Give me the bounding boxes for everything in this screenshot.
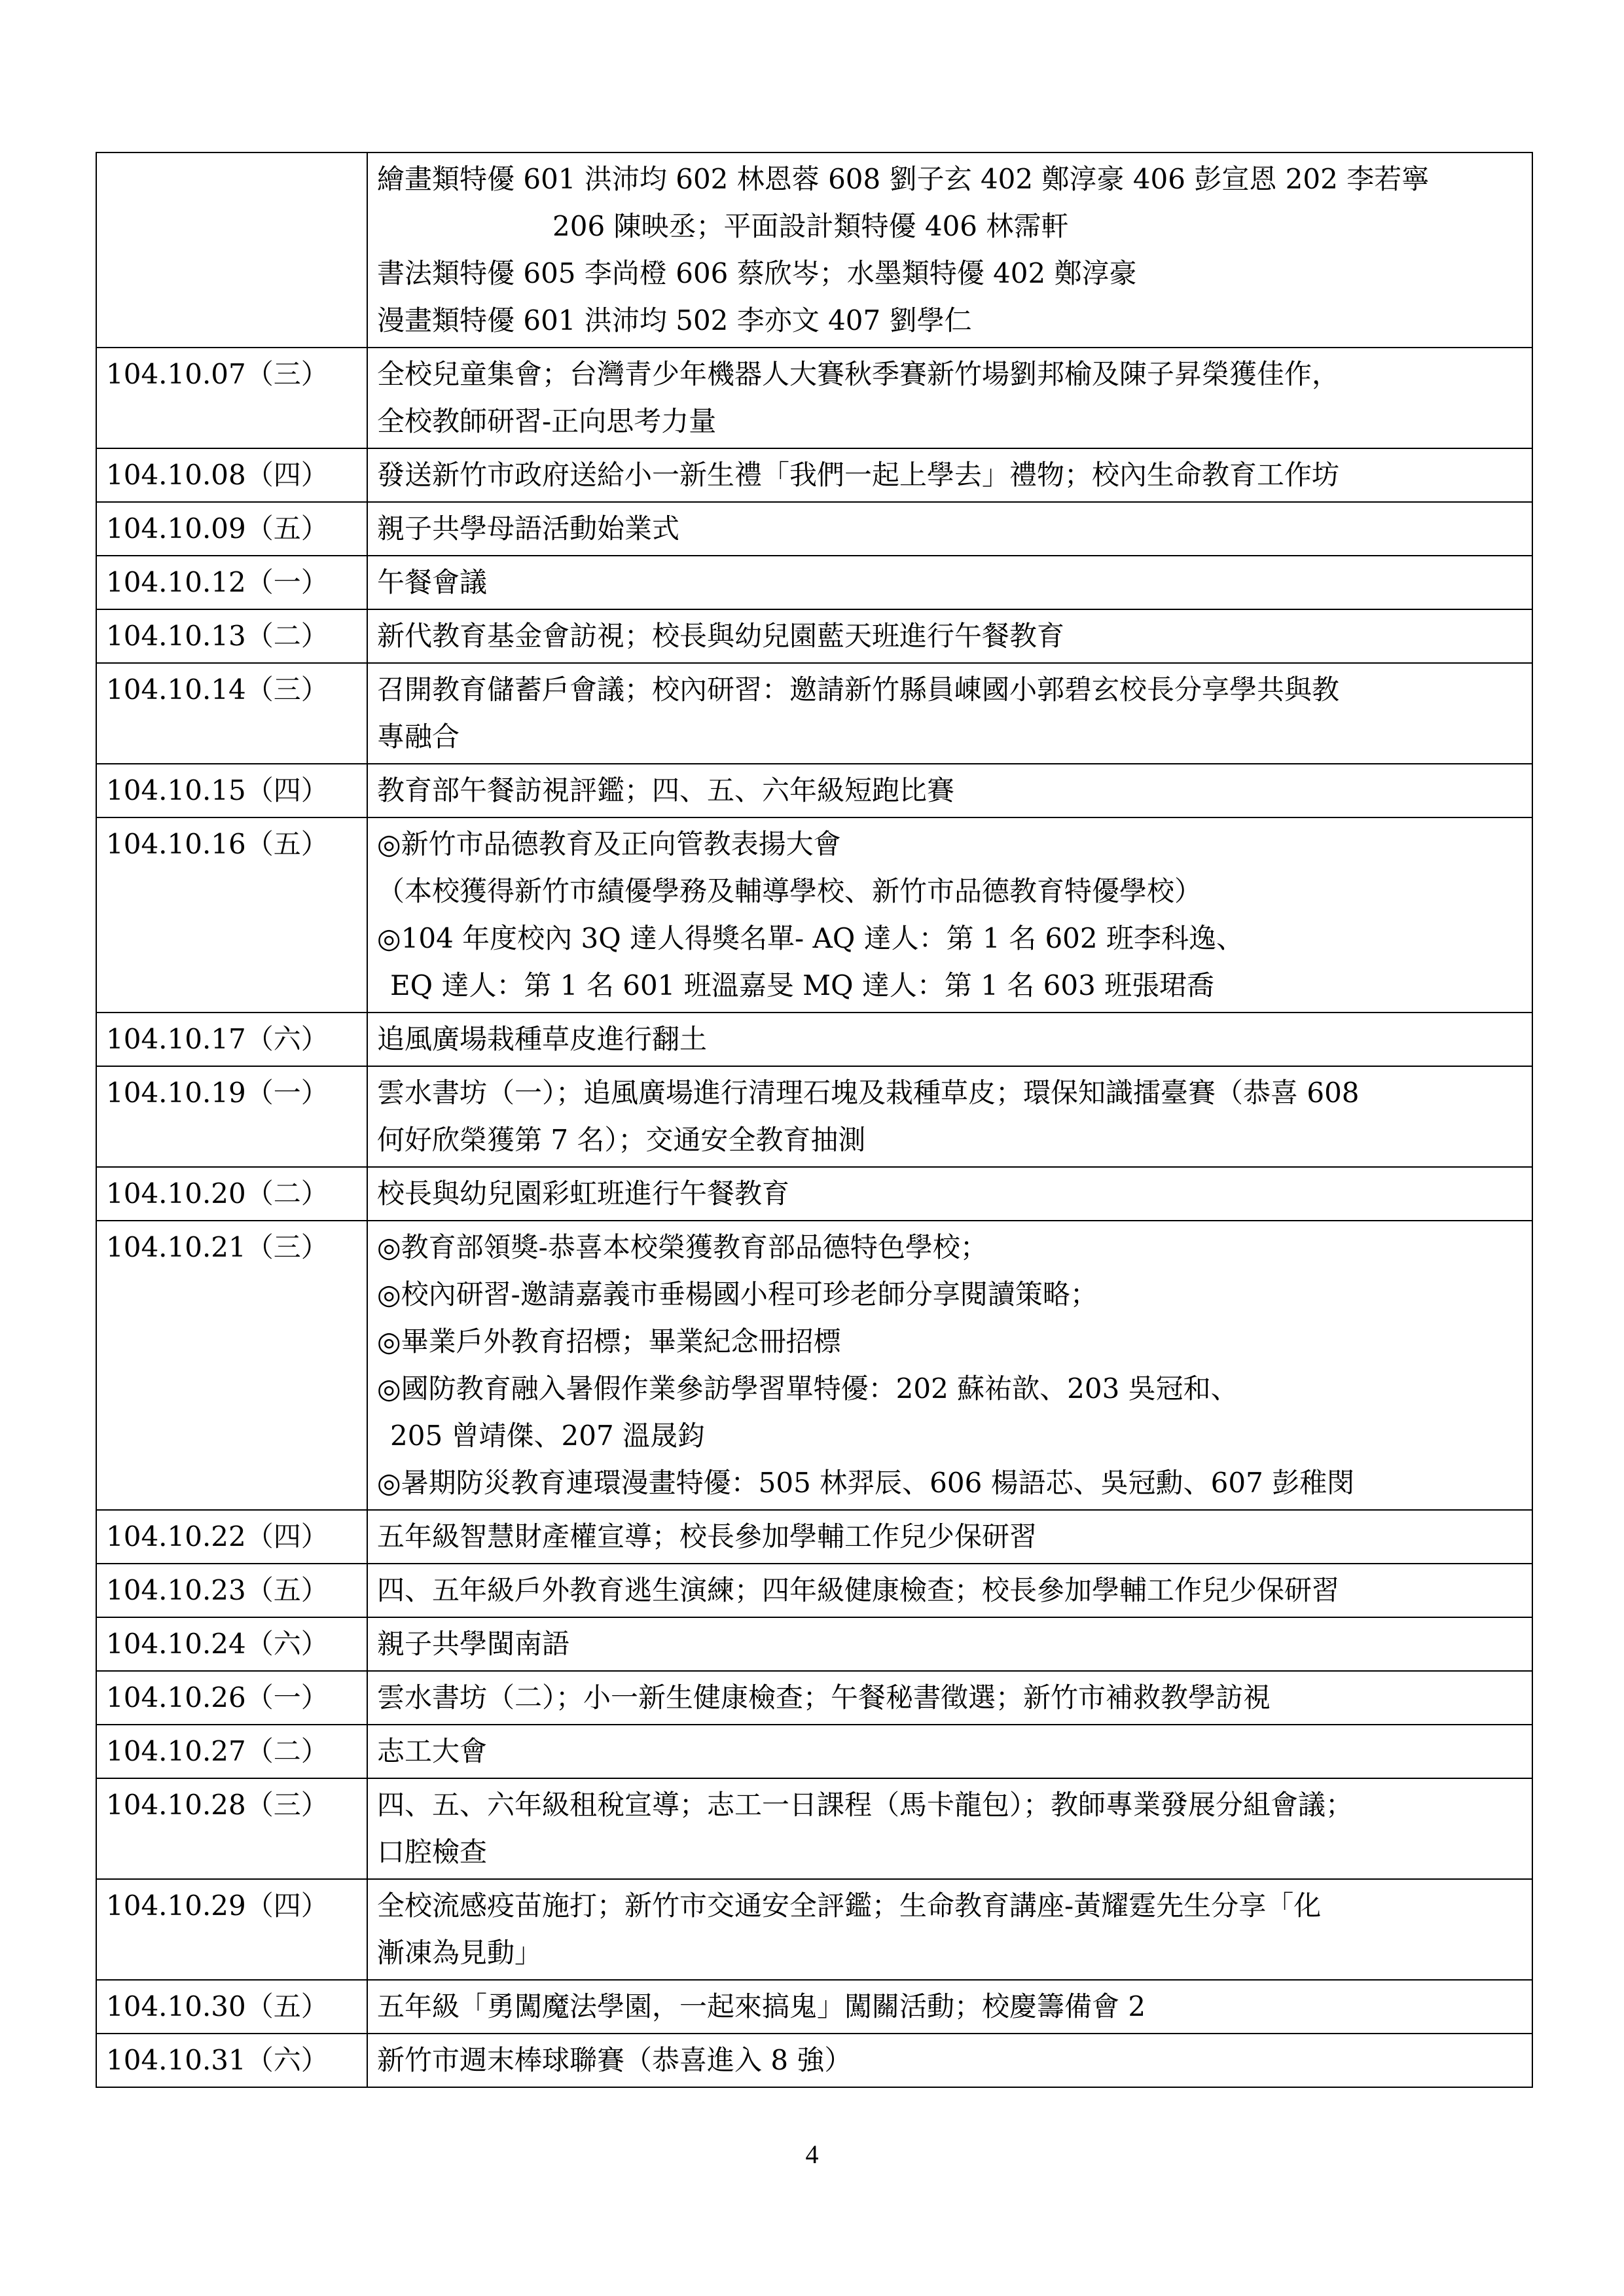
event-cell xyxy=(367,1778,1532,1879)
event-line: 午餐會議 xyxy=(377,566,488,598)
table-row xyxy=(96,556,1532,609)
event-line: 四、五、六年級租稅宣導；志工一日課程（馬卡龍包）；教師專業發展分組會議； xyxy=(377,1789,1354,1821)
event-line: 親子共學閩南語 xyxy=(377,1628,570,1660)
date-cell: 104.10.28（三） xyxy=(96,1778,367,1879)
event-line: EQ 達人：第 1 名 601 班溫嘉旻 MQ 達人：第 1 名 603 班張珺喬 xyxy=(390,969,1215,1001)
event-line: 五年級智慧財產權宣導；校長參加學輔工作兒少保研習 xyxy=(377,1520,1038,1552)
date-cell: 104.10.22（四） xyxy=(96,1510,367,1564)
table-row xyxy=(96,2034,1532,2087)
event-line: 校長與幼兒園彩虹班進行午餐教育 xyxy=(377,1177,790,1210)
event-line: 新竹市週末棒球聯賽（恭喜進入 8 強） xyxy=(377,2044,852,2076)
event-line: ◎教育部領獎-恭喜本校榮獲教育部品德特色學校； xyxy=(377,1231,988,1263)
event-line: （本校獲得新竹市績優學務及輔導學校、新竹市品德教育特優學校） xyxy=(377,875,1202,907)
event-cell xyxy=(367,1564,1532,1617)
date-cell: 104.10.24（六） xyxy=(96,1617,367,1671)
event-line: 全校流感疫苗施打；新竹市交通安全評鑑；生命教育講座-黃耀霆先生分享「化 xyxy=(377,1890,1322,1922)
table-row xyxy=(96,1617,1532,1671)
date-cell: 104.10.23（五） xyxy=(96,1564,367,1617)
event-cell xyxy=(367,1980,1532,2034)
date-cell: 104.10.26（一） xyxy=(96,1671,367,1725)
event-line: 205 曾靖傑、207 溫晟鈞 xyxy=(390,1420,706,1452)
event-line: ◎國防教育融入暑假作業參訪學習單特優：202 蘇祐歆、203 吳冠和、 xyxy=(377,1372,1238,1405)
event-line: ◎暑期防災教育連環漫畫特優：505 林羿辰、606 楊語芯、吳冠勳、607 彭稚閔 xyxy=(377,1467,1355,1499)
event-line: 五年級「勇闖魔法學園，一起來搞鬼」闖關活動；校慶籌備會 2 xyxy=(377,1990,1146,2022)
event-line: 全校教師研習-正向思考力量 xyxy=(377,405,717,437)
event-line: 繪畫類特優 601 洪沛均 602 林恩蓉 608 劉子玄 402 鄭淳豪 406 彭宣恩 202 李若寧 xyxy=(377,163,1430,195)
table-row xyxy=(96,1879,1532,1980)
event-line: 志工大會 xyxy=(377,1735,488,1767)
event-cell xyxy=(367,663,1532,764)
date-cell: 104.10.09（五） xyxy=(96,502,367,556)
date-cell: 104.10.21（三） xyxy=(96,1221,367,1510)
event-cell xyxy=(367,1510,1532,1564)
event-line: 新代教育基金會訪視；校長與幼兒園藍天班進行午餐教育 xyxy=(377,620,1065,652)
table-row xyxy=(96,152,1532,348)
event-cell xyxy=(367,1879,1532,1980)
table-row xyxy=(96,1778,1532,1879)
event-line: 何好欣榮獲第 7 名）；交通安全教育抽測 xyxy=(377,1124,866,1156)
event-cell xyxy=(367,609,1532,663)
table-row xyxy=(96,448,1532,502)
event-line: 漸凍為見動」 xyxy=(377,1937,543,1969)
event-cell xyxy=(367,1617,1532,1671)
table-row xyxy=(96,502,1532,556)
table-row xyxy=(96,1725,1532,1778)
event-line: 發送新竹市政府送給小一新生禮「我們一起上學去」禮物；校內生命教育工作坊 xyxy=(377,459,1340,491)
date-cell: 104.10.14（三） xyxy=(96,663,367,764)
date-cell: 104.10.08（四） xyxy=(96,448,367,502)
event-line: ◎畢業戶外教育招標；畢業紀念冊招標 xyxy=(377,1325,841,1357)
event-line: 雲水書坊（一）；追風廣場進行清理石塊及栽種草皮；環保知識擂臺賽（恭喜 608 xyxy=(377,1077,1360,1109)
event-cell xyxy=(367,1013,1532,1066)
event-line: 漫畫類特優 601 洪沛均 502 李亦文 407 劉學仁 xyxy=(377,304,972,336)
event-cell xyxy=(367,348,1532,448)
event-line: 全校兒童集會；台灣青少年機器人大賽秋季賽新竹場劉邦榆及陳子昇榮獲佳作， xyxy=(377,358,1340,390)
table-row xyxy=(96,1221,1532,1510)
event-cell xyxy=(367,817,1532,1013)
date-cell: 104.10.19（一） xyxy=(96,1066,367,1167)
page-number: 4 xyxy=(805,2140,819,2169)
table-row xyxy=(96,663,1532,764)
table-row xyxy=(96,817,1532,1013)
event-line: 專融合 xyxy=(377,721,460,753)
event-line: 召開教育儲蓄戶會議；校內研習：邀請新竹縣員崠國小郭碧玄校長分享學共與教 xyxy=(377,673,1340,706)
event-line: 書法類特優 605 李尚橙 606 蔡欣岑；水墨類特優 402 鄭淳豪 xyxy=(377,257,1137,289)
event-cell xyxy=(367,556,1532,609)
event-cell xyxy=(367,764,1532,817)
date-cell: 104.10.12（一） xyxy=(96,556,367,609)
date-cell: 104.10.30（五） xyxy=(96,1980,367,2034)
table-row xyxy=(96,348,1532,448)
event-cell xyxy=(367,2034,1532,2087)
event-cell xyxy=(367,1725,1532,1778)
event-line: 教育部午餐訪視評鑑；四、五、六年級短跑比賽 xyxy=(377,774,955,806)
date-cell: 104.10.07（三） xyxy=(96,348,367,448)
table-row xyxy=(96,1066,1532,1167)
date-cell: 104.10.13（二） xyxy=(96,609,367,663)
schedule-table-body xyxy=(96,152,1532,2087)
event-line: ◎校內研習-邀請嘉義市垂楊國小程可珍老師分享閱讀策略； xyxy=(377,1278,1098,1310)
date-cell: 104.10.20（二） xyxy=(96,1167,367,1221)
date-cell: 104.10.29（四） xyxy=(96,1879,367,1980)
table-row xyxy=(96,1980,1532,2034)
event-cell xyxy=(367,448,1532,502)
table-row xyxy=(96,1564,1532,1617)
date-cell: 104.10.15（四） xyxy=(96,764,367,817)
table-row xyxy=(96,1510,1532,1564)
event-line: 206 陳映丞；平面設計類特優 406 林霈軒 xyxy=(552,210,1069,242)
date-cell: 104.10.16（五） xyxy=(96,817,367,1013)
date-cell xyxy=(96,152,367,348)
event-cell xyxy=(367,1167,1532,1221)
event-line: 追風廣場栽種草皮進行翻土 xyxy=(377,1023,708,1055)
event-cell xyxy=(367,152,1532,348)
event-line: 雲水書坊（二）；小一新生健康檢查；午餐秘書徵選；新竹市補救教學訪視 xyxy=(377,1681,1271,1713)
event-cell xyxy=(367,502,1532,556)
table-row xyxy=(96,1013,1532,1066)
event-line: 親子共學母語活動始業式 xyxy=(377,512,680,545)
date-cell: 104.10.31（六） xyxy=(96,2034,367,2087)
date-cell: 104.10.27（二） xyxy=(96,1725,367,1778)
table-row xyxy=(96,609,1532,663)
table-row xyxy=(96,764,1532,817)
table-row xyxy=(96,1167,1532,1221)
event-cell xyxy=(367,1671,1532,1725)
table-row xyxy=(96,1671,1532,1725)
event-line: ◎104 年度校內 3Q 達人得獎名單- AQ 達人：第 1 名 602 班李科逸、 xyxy=(377,922,1244,954)
event-line: ◎新竹市品德教育及正向管教表揚大會 xyxy=(377,828,841,860)
schedule-table xyxy=(96,152,1533,2088)
event-line: 口腔檢查 xyxy=(377,1836,488,1868)
event-cell xyxy=(367,1221,1532,1510)
event-cell xyxy=(367,1066,1532,1167)
event-line: 四、五年級戶外教育逃生演練；四年級健康檢查；校長參加學輔工作兒少保研習 xyxy=(377,1574,1340,1606)
date-cell: 104.10.17（六） xyxy=(96,1013,367,1066)
